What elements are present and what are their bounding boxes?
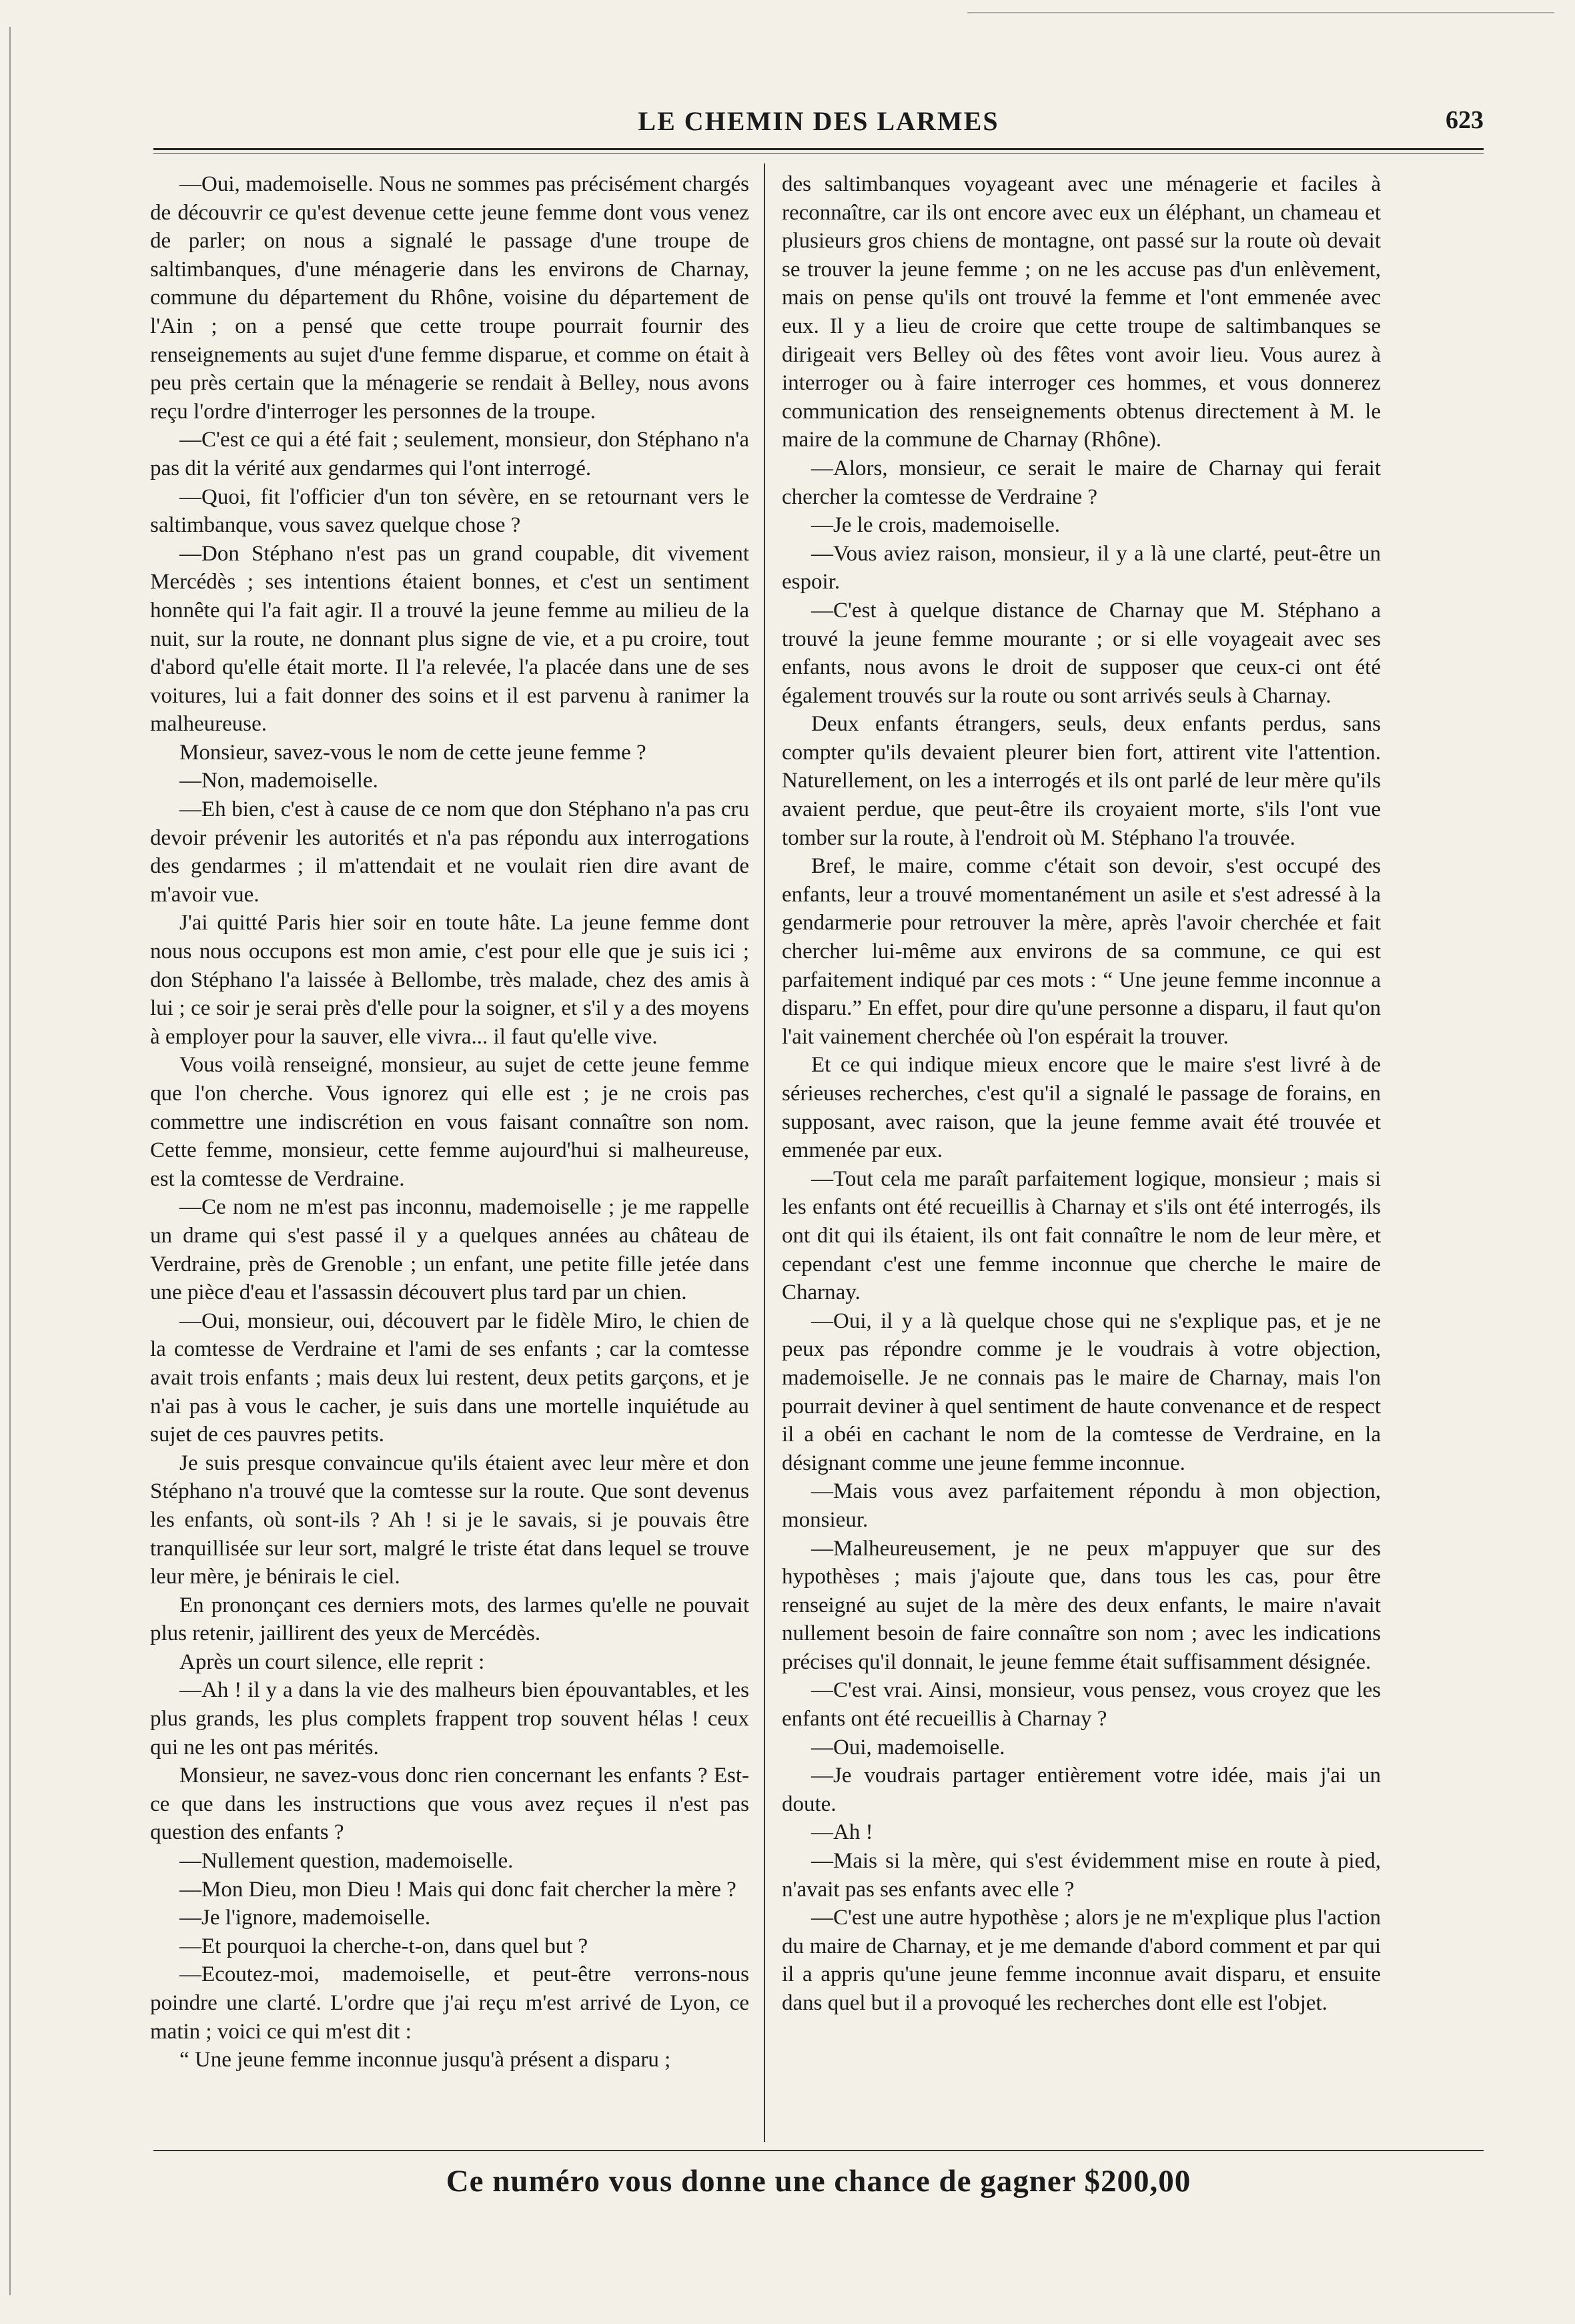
paragraph: Je suis presque convaincue qu'ils étaient avec leur mère et don Stéphano n'a trouvé que la comtesse sur la route. Que sont devenus les enfants, où sont-ils ? Ah ! si je le savais, si je pouvais être tranquillisée sur leur sort, malgré le triste état dans lequel se trouve leur mère, je bénirais le ciel. — [150, 1451, 749, 1589]
paragraph: —Malheureusement, je ne peux m'appuyer que sur des hypothèses ; mais j'ajoute que, dans tous les cas, pour être renseigné au sujet de la mère des deux enfants, le maire n'avait nullement besoin de faire connaître son nom ; avec les indications précises qu'il donnait, le jeune femme était suffisamment désignée. — [782, 1536, 1381, 1674]
page-header — [153, 105, 1484, 145]
paragraph: —Vous aviez raison, monsieur, il y a là une clarté, peut-être un espoir. — [782, 541, 1381, 595]
paragraph: —Oui, monsieur, oui, découvert par le fidèle Miro, le chien de la comtesse de Verdraine et l'ami de ses enfants ; car la comtesse avait trois enfants ; mais deux lui restent, deux petits garçons, et je n'ai pas à vous le cacher, je suis dans une mortelle inquiétude au sujet de ces pauvres petits. — [150, 1308, 749, 1447]
paragraph: Monsieur, savez-vous le nom de cette jeune femme ? — [179, 740, 646, 765]
paragraph: Bref, le maire, comme c'était son devoir, s'est occupé des enfants, leur a trouvé momentanément un asile et s'est adressé à la gendarmerie pour retrouver la mère, après l'avoir cherchée et fait chercher lui-même aux environs de sa commune, ce qui est parfaitement indiqué par ces mots : “ Une jeune femme inconnue a disparu.” En effet, pour dire qu'une personne a disparu, il faut qu'on l'ait vainement cherchée où l'on espérait la trouver. — [782, 854, 1381, 1049]
paragraph: “ Une jeune femme inconnue jusqu'à présent a disparu ; — [179, 2048, 671, 2072]
header-rule-thin — [153, 153, 1484, 154]
left-column — [150, 170, 749, 2142]
paragraph: —Je le crois, mademoiselle. — [811, 513, 1060, 538]
running-title: LE CHEMIN DES LARMES — [638, 106, 999, 136]
paragraph: —Mais si la mère, qui s'est évidemment mise en route à pied, n'avait pas ses enfants avec elle ? — [782, 1849, 1381, 1902]
paragraph: —Nullement question, mademoiselle. — [179, 1849, 514, 1874]
paragraph: —C'est à quelque distance de Charnay que M. Stéphano a trouvé la jeune femme mourante ; or si elle voyageait avec ses enfants, nous avons le droit de supposer que ceux-ci ont été également trouvés sur la route ou sont arrivés seuls à Charnay. — [782, 598, 1381, 708]
paragraph: —Ah ! il y a dans la vie des malheurs bien épouvantables, et les plus grands, les plus complets frappent trop souvent hélas ! ceux qui ne les ont pas mérités. — [150, 1678, 749, 1760]
paragraph: —C'est une autre hypothèse ; alors je ne m'explique plus l'action du maire de Charnay, et je me demande d'abord comment et par qui il a appris qu'une jeune femme inconnue avait disparu, et ensuite dans quel but il a provoqué les recherches dont elle est l'objet. — [782, 1906, 1381, 2015]
header-rule — [153, 148, 1484, 150]
paragraph: —Oui, mademoiselle. — [811, 1735, 1005, 1760]
paragraph: —Quoi, fit l'officier d'un ton sévère, en se retournant vers le saltimbanque, vous savez quelque chose ? — [150, 484, 749, 538]
paragraph: des saltimbanques voyageant avec une ménagerie et faciles à reconnaître, car ils ont encore avec eux un éléphant, un chameau et plusieurs gros chiens de montagne, ont passé sur la route où devait se trouver la jeune femme ; on ne les accuse pas d'un enlèvement, mais on pense qu'ils ont trouvé la femme et l'ont emmenée avec eux. Il y a lieu de croire que cette troupe de saltimbanques se dirigeait vers Belley où des fêtes vont avoir lieu. Vous aurez à interroger ou à faire interroger ces hommes, et vous donnerez communication des renseignements obtenus directement à M. le maire de la commune de Charnay (Rhône). — [782, 172, 1381, 452]
column-divider — [764, 163, 765, 2142]
paragraph: —Ecoutez-moi, mademoiselle, et peut-être verrons-nous poindre une clarté. L'ordre que j'ai reçu m'est arrivé de Lyon, ce matin ; voici ce qui m'est dit : — [150, 1962, 749, 2044]
right-column — [782, 170, 1381, 2142]
paragraph: Après un court silence, elle reprit : — [179, 1649, 485, 1674]
paragraph: —Alors, monsieur, ce serait le maire de Charnay qui ferait chercher la comtesse de Verdraine ? — [782, 456, 1381, 509]
paragraph: —Je l'ignore, mademoiselle. — [179, 1906, 431, 1930]
paragraph: —Eh bien, c'est à cause de ce nom que don Stéphano n'a pas cru devoir prévenir les autorités et n'a pas répondu aux interrogations des gendarmes ; il m'attendait et ne voulait rien dire avant de m'avoir vue. — [150, 797, 749, 907]
paragraph: En prononçant ces derniers mots, des larmes qu'elle ne pouvait plus retenir, jaillirent des yeux de Mercédès. — [150, 1593, 749, 1646]
page-top-edge — [967, 12, 1554, 13]
paragraph: —Oui, mademoiselle. Nous ne sommes pas précisément chargés de découvrir ce qu'est devenue cette jeune femme dont vous venez de parler; on nous a signalé le passage d'une troupe de saltimbanques, d'une ménagerie dans les environs de Charnay, commune du département du Rhône, voisine du département de l'Ain ; on a pensé que cette troupe pourrait fournir des renseignements au sujet d'une femme disparue, et comme on était à peu près certain que la ménagerie se rendait à Belley, nous avons reçu l'ordre d'interroger les personnes de la troupe. — [150, 172, 749, 424]
paragraph: —Tout cela me paraît parfaitement logique, monsieur ; mais si les enfants ont été recueillis à Charnay et s'ils ont été interrogés, ils ont dit qui ils étaient, ils ont fait connaître le nom de leur mère, et cependant c'est une femme inconnue que cherche le maire de Charnay. — [782, 1166, 1381, 1305]
footer-notice: Ce numéro vous donne une chance de gagner $200,00 — [446, 2164, 1191, 2199]
paragraph: Vous voilà renseigné, monsieur, au sujet de cette jeune femme que l'on cherche. Vous ignorez qui elle est ; je ne crois pas commettre une indiscrétion en vous faisant connaître son nom. Cette femme, monsieur, cette femme aujourd'hui si malheureuse, est la comtesse de Verdraine. — [150, 1053, 749, 1191]
paragraph: —Mon Dieu, mon Dieu ! Mais qui donc fait chercher la mère ? — [179, 1877, 736, 1902]
page-number: 623 — [1446, 106, 1484, 134]
paragraph: Monsieur, ne savez-vous donc rien concernant les enfants ? Est-ce que dans les instructions que vous avez reçues il n'est pas question des enfants ? — [150, 1764, 749, 1845]
paragraph: —C'est ce qui a été fait ; seulement, monsieur, don Stéphano n'a pas dit la vérité aux gendarmes qui l'ont interrogé. — [150, 428, 749, 480]
paragraph: J'ai quitté Paris hier soir en toute hâte. La jeune femme dont nous nous occupons est mon amie, c'est pour elle que je suis ici ; don Stéphano l'a laissée à Bellombe, très malade, chez des amis à lui ; ce soir je serai près d'elle pour la soigner, et s'il y a des moyens à employer pour la sauver, elle vivra... il faut qu'elle vive. — [150, 911, 749, 1049]
paragraph: —Oui, il y a là quelque chose qui ne s'explique pas, et je ne peux pas répondre comme je le voudrais à votre objection, mademoiselle. Je ne connais pas le maire de Charnay, mais l'on pourrait deviner à quel sentiment de haute convenance et de respect il a obéi en cachant le nom de la comtesse de Verdraine, en la désignant comme une jeune femme inconnue. — [782, 1308, 1381, 1475]
paragraph: —Non, mademoiselle. — [179, 769, 378, 793]
paragraph: —Ah ! — [811, 1820, 873, 1845]
paragraph: Deux enfants étrangers, seuls, deux enfants perdus, sans compter qu'ils devaient pleurer bien fort, attirent vite l'attention. Naturellement, on les a interrogés et ils ont parlé de leur mère qu'ils avaient perdue, que peut-être ils croyaient morte, s'ils l'ont vue tomber sur la route, à l'endroit où M. Stéphano l'a trouvée. — [782, 712, 1381, 850]
paragraph: —Et pourquoi la cherche-t-on, dans quel but ? — [179, 1934, 588, 1958]
paragraph: —Ce nom ne m'est pas inconnu, mademoiselle ; je me rappelle un drame qui s'est passé il y a quelques années au château de Verdraine, près de Grenoble ; un enfant, une petite fille jetée dans une pièce d'eau et l'assassin découvert plus tard par un chien. — [150, 1195, 749, 1305]
paragraph: —Je voudrais partager entièrement votre idée, mais j'ai un doute. — [782, 1764, 1381, 1816]
page-margin-line — [9, 27, 11, 2295]
paragraph: —Don Stéphano n'est pas un grand coupable, dit vivement Mercédès ; ses intentions étaient bonnes, et c'est un sentiment honnête qui l'a fait agir. Il a trouvé la jeune femme au milieu de la nuit, sur la route, ne donnant plus signe de vie, et a pu croire, tout d'abord qu'elle était morte. Il l'a relevée, l'a placée dans une de ses voitures, lui a fait donner des soins et il est parvenu à ranimer la malheureuse. — [150, 541, 749, 737]
paragraph: —Mais vous avez parfaitement répondu à mon objection, monsieur. — [782, 1479, 1381, 1532]
footer-rule — [153, 2150, 1484, 2151]
paragraph: —C'est vrai. Ainsi, monsieur, vous pensez, vous croyez que les enfants ont été recueillis à Charnay ? — [782, 1678, 1381, 1731]
paragraph: Et ce qui indique mieux encore que le maire s'est livré à de sérieuses recherches, c'est qu'il a signalé le passage de forains, en supposant, avec raison, que la jeune femme avait été trouvée et emmenée par eux. — [782, 1053, 1381, 1163]
